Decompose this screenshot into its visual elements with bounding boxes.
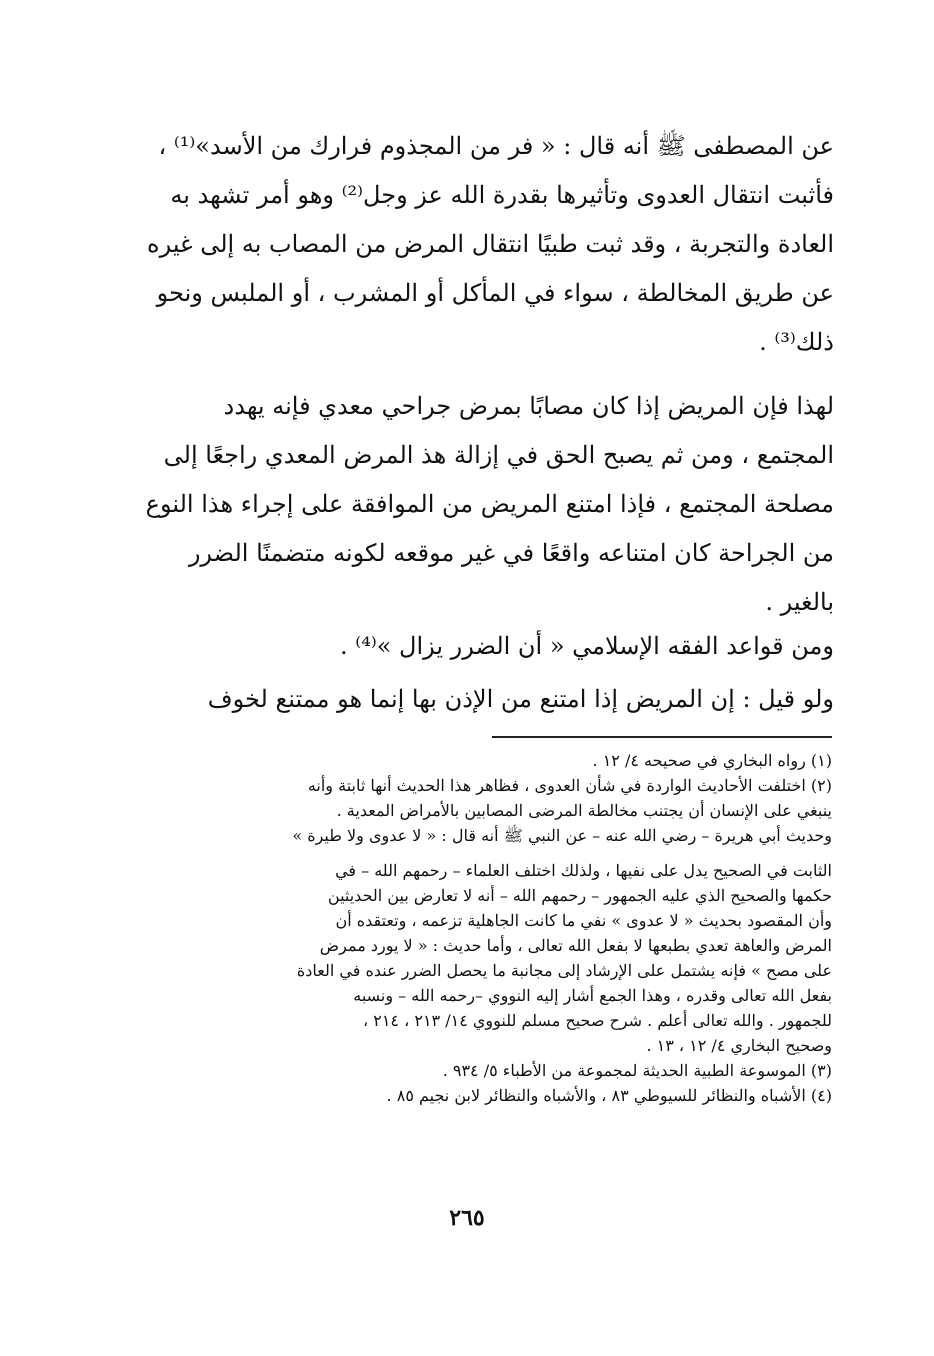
text-line: مصلحة المجتمع ، فإذا امتنع المريض من الموافقة على إجراء هذا النوع	[145, 490, 834, 518]
text-line: بالغير .	[765, 588, 834, 616]
footnote-line: (٤) الأشباه والنظائر للسيوطي ٨٣ ، والأشباه والنظائر لابن نجيم ٨٥ .	[386, 1086, 832, 1105]
footnote-2-continued	[102, 858, 832, 1058]
footnote-3	[102, 1058, 832, 1083]
footnote-line: بفعل الله تعالى وقدره ، وهذا الجمع أشار إليه النووي –رحمه الله – ونسبه	[353, 986, 832, 1005]
footnote-line: حكمها والصحيح الذي عليه الجمهور – رحمهم الله – أنه لا تعارض بين الحديثين	[327, 886, 832, 905]
text-line: لهذا فإن المريض إذا كان مصابًا بمرض جراحي معدي فإنه يهدد	[223, 392, 834, 420]
text-line: عن طريق المخالطة ، سواء في المأكل أو المشرب ، أو الملبس ونحو	[156, 279, 834, 307]
text-line: ولو قيل : إن المريض إذا امتنع من الإذن بها إنما هو ممتنع لخوف	[207, 685, 834, 713]
text-line: ومن قواعد الفقه الإسلامي « أن الضرر يزال »⁽⁴⁾ .	[340, 632, 834, 660]
paragraph-1	[100, 122, 834, 367]
footnote-2	[102, 773, 832, 848]
text-line: ذلك⁽³⁾ .	[759, 328, 834, 356]
footnote-line: وصحيح البخاري ٤/ ١٢ ، ١٣ .	[646, 1036, 832, 1055]
footnote-gap	[102, 848, 832, 858]
text-line: العادة والتجربة ، وقد ثبت طبيًا انتقال المرض من المصاب به إلى غيره	[147, 230, 834, 258]
page-number: ٢٦٥	[449, 1205, 485, 1231]
footnote-line: (١) رواه البخاري في صحيحه ٤/ ١٢ .	[592, 751, 832, 770]
footnote-line: الثابت في الصحيح يدل على نفيها ، ولذلك اختلف العلماء – رحمهم الله – في	[335, 861, 832, 880]
footnote-line: للجمهور . والله تعالى أعلم . شرح صحيح مسلم للنووي ١٤/ ٢١٣ ، ٢١٤ ،	[362, 1011, 832, 1030]
text-line: من الجراحة كان امتناعه واقعًا في غير موقعه لكونه متضمنًا الضرر	[188, 539, 834, 567]
footnote-1	[102, 748, 832, 773]
text-line: عن المصطفى ﷺ أنه قال : « فر من المجذوم فرارك من الأسد»⁽¹⁾ ،	[158, 132, 834, 160]
paragraph-2	[100, 382, 834, 627]
text-line: المجتمع ، ومن ثم يصبح الحق في إزالة هذ المرض المعدي راجعًا إلى	[163, 441, 834, 469]
paragraph-3	[100, 622, 834, 671]
footnote-line: على مصح » فإنه يشتمل على الإرشاد إلى مجانبة ما يحصل الضرر عنده في العادة	[296, 961, 832, 980]
footnote-line: وحديث أبي هريرة – رضي الله عنه – عن النبي ﷺ أنه قال : « لا عدوى ولا طيرة »	[292, 826, 832, 845]
footnotes	[102, 748, 832, 1108]
footnote-line: (٢) اختلفت الأحاديث الواردة في شأن العدوى ، فظاهر هذا الحديث أنها ثابتة وأنه	[307, 776, 832, 795]
footnote-4	[102, 1083, 832, 1108]
footnote-line: ينبغي على الإنسان أن يجتنب مخالطة المرضى المصابين بالأمراض المعدية .	[336, 801, 832, 820]
text-line: فأثبت انتقال العدوى وتأثيرها بقدرة الله عز وجل⁽²⁾ وهو أمر تشهد به	[170, 181, 834, 209]
paragraph-4	[100, 675, 834, 724]
footnote-line: (٣) الموسوعة الطبية الحديثة لمجموعة من الأطباء ٥/ ٩٣٤ .	[442, 1061, 832, 1080]
footnote-line: المرض والعاهة تعدي بطبعها لا بفعل الله تعالى ، وأما حديث : « لا يورد ممرض	[319, 936, 832, 955]
footnote-line: وأن المقصود بحديث « لا عدوى » نفي ما كانت الجاهلية تزعمه ، وتعتقده أن	[335, 911, 832, 930]
footnote-divider	[492, 736, 832, 738]
